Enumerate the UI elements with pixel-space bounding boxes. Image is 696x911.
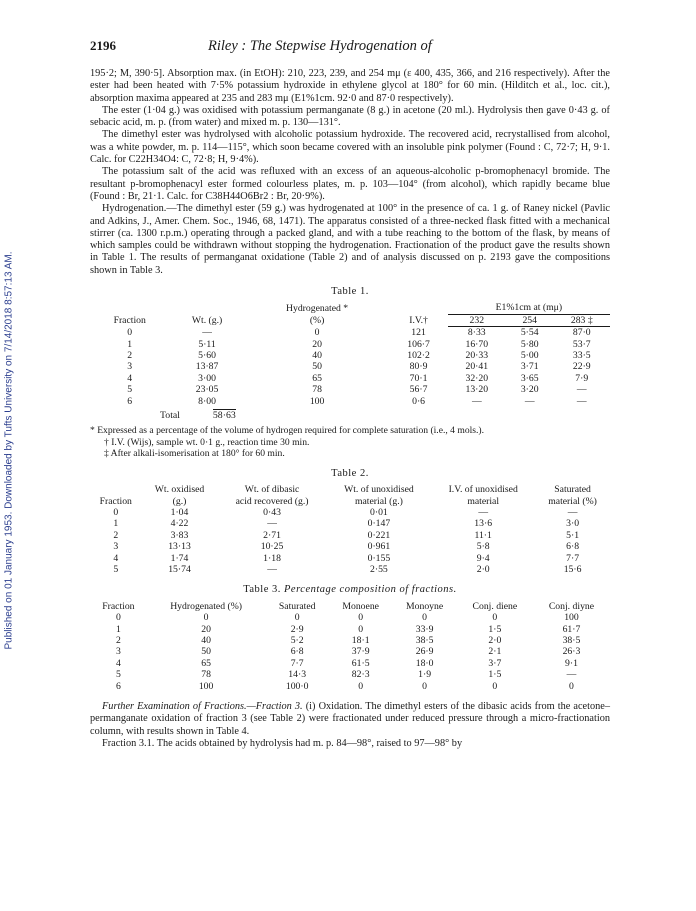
table-cell: 5·2 bbox=[290, 634, 304, 646]
total-value: 58·63 bbox=[212, 410, 236, 421]
table-cell: 5·00 bbox=[520, 349, 539, 361]
page-body bbox=[90, 40, 610, 750]
table-cell: 13·20 bbox=[465, 384, 489, 396]
table-cell: 1·04 bbox=[170, 507, 189, 519]
table-cell: 0·43 bbox=[263, 507, 281, 519]
table-cell: 1·18 bbox=[263, 552, 281, 564]
table-cell: 20 bbox=[201, 623, 211, 635]
table1-header: Fraction bbox=[113, 315, 146, 327]
table-row bbox=[90, 361, 610, 372]
table-cell: 7·9 bbox=[575, 372, 589, 384]
table-cell: 4·22 bbox=[170, 518, 189, 530]
table-cell: 1·5 bbox=[488, 669, 502, 681]
table-cell: 38·5 bbox=[562, 634, 581, 646]
table-cell: 50 bbox=[201, 646, 211, 658]
table2-header: (g.) bbox=[172, 495, 187, 507]
table2-header: material (g.) bbox=[354, 495, 403, 507]
table-cell: 8·33 bbox=[467, 327, 486, 339]
table-row bbox=[90, 327, 610, 339]
table-cell: 9·4 bbox=[476, 552, 490, 564]
table-cell: 3·20 bbox=[520, 384, 539, 396]
table-cell: 0·01 bbox=[370, 507, 388, 519]
table-cell: 10·25 bbox=[260, 541, 284, 553]
download-note: Published on 01 January 1953. Downloaded by Tufts University on 7/14/2018 8:57:13 AM. bbox=[3, 250, 15, 650]
table-cell: 0·221 bbox=[367, 529, 391, 541]
table3-caption-title: Percentage composition of fractions. bbox=[284, 584, 457, 596]
paragraph: Fraction 3.1. The acids obtained by hydrolysis had m. p. 84—98°, raised to 97—98° by bbox=[102, 737, 463, 749]
table-cell: 61·5 bbox=[351, 657, 370, 669]
table-cell: 2·55 bbox=[370, 564, 388, 576]
table2-header: Fraction bbox=[99, 495, 132, 507]
table-cell: 15·6 bbox=[563, 564, 582, 576]
table-cell: 2·9 bbox=[290, 623, 304, 635]
table1-note: ‡ After alkali-isomerisation at 180° for 60 min. bbox=[104, 447, 285, 459]
paragraph: 195·2; M, 390·5]. Absorption max. (in EtOH): 210, 223, 239, and 254 mμ (ε 400, 435, 366, and 216 respectively). After the ester had been heated with 7·5% potassium hydroxide in ethylene glycol at 180° for 60 min. (Hilditch et al., loc. cit.), absorption maxima appeared at 235 and 283 mμ (E1%1cm. 92·0 and 87·0 respectively). bbox=[90, 68, 610, 104]
table-row bbox=[90, 564, 610, 575]
table-cell: 26·3 bbox=[562, 646, 581, 658]
table-row bbox=[90, 350, 610, 361]
table-cell: 0·147 bbox=[367, 518, 391, 530]
table1 bbox=[90, 302, 610, 407]
table-cell: 3·65 bbox=[520, 372, 539, 384]
table-cell: 33·5 bbox=[572, 349, 591, 361]
table-cell: 78 bbox=[201, 669, 211, 681]
table-cell: 80·9 bbox=[409, 361, 428, 373]
table-cell: 0·155 bbox=[367, 552, 391, 564]
table-cell: 7·7 bbox=[290, 657, 304, 669]
table-cell: 2·0 bbox=[488, 634, 502, 646]
table-cell: 70·1 bbox=[409, 372, 428, 384]
table-row bbox=[90, 373, 610, 384]
table-cell: 26·9 bbox=[415, 646, 434, 658]
table-cell: 40 bbox=[201, 634, 211, 646]
table-cell: 5·54 bbox=[520, 327, 539, 339]
table-cell: — bbox=[576, 384, 587, 396]
table-cell: 78 bbox=[312, 384, 322, 396]
table-cell: 0 bbox=[113, 507, 119, 519]
table-cell: 22·9 bbox=[572, 361, 591, 373]
table-cell: 3 bbox=[115, 646, 121, 658]
table3-header: Saturated bbox=[278, 600, 316, 612]
paragraph bbox=[90, 701, 610, 738]
running-header bbox=[90, 40, 610, 62]
table2-header: Saturated bbox=[554, 484, 591, 496]
running-title: Riley : The Stepwise Hydrogenation of bbox=[208, 38, 432, 54]
table3-header: Conj. diyne bbox=[548, 600, 595, 612]
table-row bbox=[90, 635, 610, 646]
table-cell: — bbox=[566, 669, 577, 681]
paragraph: The ester (1·04 g.) was oxidised with potassium permanganate (8 g.) in acetone (20 ml.). Hydrolysis then gave 0·43 g. of sebacic acid, m. p. (from water) and mixed m. p. 130—131°. bbox=[90, 104, 610, 129]
table2-header: material (%) bbox=[548, 495, 597, 507]
table-cell: 1·9 bbox=[418, 669, 432, 681]
table-cell: 5·60 bbox=[198, 349, 216, 361]
paragraph: Hydrogenation.—The dimethyl ester (59 g.) was hydrogenated at 100° in the presence of ca. 1 g. of Raney nickel (Pavlic and Adkins, J., Amer. Chem. Soc., 1946, 68, 1471). The apparatus consisted of a three-necked flask fitted with a mechanical stirrer (ca. 1300 r.p.m.) operating through a packed gland, and with a tube reaching to the bottom of the flask, by means of which samples could be withdrawn without stopping the hydrogenation. Fractionation of the product gave the results shown in Table 1. The results of permanganat oxidatione (Table 2) and of analysis discussed on p. 2193 gave the compositions shown in Table 3. bbox=[90, 203, 610, 276]
table-cell: 20·33 bbox=[465, 349, 489, 361]
table2-header: I.V. of unoxidised bbox=[448, 484, 518, 496]
table-row bbox=[90, 646, 610, 657]
table-cell: 20·41 bbox=[465, 361, 489, 373]
table1-total bbox=[90, 410, 610, 422]
table-cell: 2 bbox=[127, 349, 133, 361]
table-cell: 100 bbox=[198, 680, 214, 692]
table-row bbox=[90, 669, 610, 680]
table-cell: 5 bbox=[113, 564, 119, 576]
table-cell: 4 bbox=[113, 552, 119, 564]
table-cell: 0 bbox=[127, 327, 133, 339]
table3 bbox=[90, 601, 610, 692]
table-cell: 106·7 bbox=[407, 338, 430, 350]
table1-notes bbox=[90, 425, 610, 459]
table-cell: 100 bbox=[564, 612, 579, 624]
table-cell: 0 bbox=[492, 612, 498, 624]
table-cell: — bbox=[524, 395, 535, 407]
table-cell: 18·1 bbox=[351, 634, 370, 646]
table-cell: 53·7 bbox=[572, 338, 591, 350]
table-cell: 0 bbox=[358, 612, 364, 624]
download-watermark bbox=[2, 120, 16, 780]
table-cell: 65 bbox=[201, 657, 211, 669]
table-cell: 0 bbox=[294, 612, 300, 624]
table-cell: 1 bbox=[113, 518, 119, 530]
table-cell: 13·6 bbox=[474, 518, 493, 530]
table1-note: † I.V. (Wijs), sample wt. 0·1 g., reaction time 30 min. bbox=[104, 436, 310, 448]
table1-header: I.V.† bbox=[409, 315, 428, 327]
table-cell: 5·8 bbox=[476, 541, 490, 553]
table-cell: 50 bbox=[312, 361, 322, 373]
table2 bbox=[90, 484, 610, 575]
table-cell: 18·0 bbox=[415, 657, 434, 669]
table-cell: 7·7 bbox=[566, 552, 580, 564]
table-cell: 2 bbox=[115, 634, 121, 646]
table1-header: 254 bbox=[506, 314, 554, 326]
table2-header: material bbox=[467, 495, 500, 507]
table-cell: 0 bbox=[358, 623, 364, 635]
table-cell: 3 bbox=[127, 361, 133, 373]
table3-header: Fraction bbox=[102, 600, 135, 612]
table-cell: 0 bbox=[314, 327, 320, 339]
table1-header: Hydrogenated * bbox=[286, 302, 349, 314]
table-cell: 0·6 bbox=[412, 395, 426, 407]
table-cell: 37·9 bbox=[351, 646, 370, 658]
table-cell: — bbox=[471, 395, 482, 407]
table2-header: Wt. of unoxidised bbox=[344, 484, 414, 496]
table-cell: 6 bbox=[127, 395, 133, 407]
table-cell: 100·0 bbox=[285, 680, 309, 692]
table-row bbox=[90, 339, 610, 350]
table1-note: * Expressed as a percentage of the volume of hydrogen required for complete saturation (i.e., 4 mols.). bbox=[90, 425, 485, 437]
table3-header: Monoene bbox=[342, 600, 379, 612]
table-cell: 3·71 bbox=[520, 361, 539, 373]
table-cell: 14·3 bbox=[288, 669, 307, 681]
total-label: Total bbox=[160, 410, 180, 421]
table-cell: — bbox=[576, 395, 587, 407]
table1-header: 283 ‡ bbox=[554, 314, 610, 326]
table-cell: 56·7 bbox=[409, 384, 428, 396]
table-cell: 16·70 bbox=[465, 338, 489, 350]
table-cell: 3·00 bbox=[198, 372, 216, 384]
paragraph-text: (i) Oxidation. The dimethyl esters of the dibasic acids from the acetone–permanganate oxidation of fraction 3 (see Table 2) were fractionated under reduced pressure through a micro-fractionation column, with results shown in Table 4. bbox=[90, 701, 610, 737]
table-cell: 2 bbox=[113, 529, 119, 541]
table-cell: 5·1 bbox=[566, 529, 580, 541]
table-cell: 38·5 bbox=[415, 634, 434, 646]
table-cell: 5·80 bbox=[520, 338, 539, 350]
table-row bbox=[90, 530, 610, 541]
table-cell: 0 bbox=[492, 680, 498, 692]
table3-header: Monoyne bbox=[406, 600, 444, 612]
table-cell: 3·0 bbox=[566, 518, 580, 530]
page-number: 2196 bbox=[90, 38, 116, 53]
table-cell: 0 bbox=[203, 612, 209, 624]
paragraph: The dimethyl ester was hydrolysed with alcoholic potassium hydroxide. The recovered acid, recrystallised from alcohol, was a white powder, m. p. 114—115°, which soon became covered with an insoluble pink polymer (Found : C, 72·7; H, 9·1. Calc. for C22H34O4: C, 72·8; H, 9·4%). bbox=[90, 129, 610, 166]
table1-header: (%) bbox=[309, 315, 325, 327]
table-cell: 3·7 bbox=[488, 657, 502, 669]
table-row bbox=[90, 384, 610, 395]
table-cell: 6 bbox=[115, 680, 121, 692]
table-cell: 102·2 bbox=[407, 349, 430, 361]
table-cell: — bbox=[267, 564, 277, 576]
table-cell: 100 bbox=[309, 395, 325, 407]
table-row bbox=[90, 541, 610, 552]
table-row bbox=[90, 553, 610, 564]
table1-header: Wt. (g.) bbox=[191, 315, 223, 327]
table-cell: 0 bbox=[569, 680, 574, 692]
table-cell: 65 bbox=[312, 372, 322, 384]
table-cell: 121 bbox=[411, 327, 426, 339]
table-cell: 0 bbox=[422, 680, 428, 692]
table-row bbox=[90, 396, 610, 407]
table3-caption-label: Table 3. bbox=[243, 584, 281, 596]
table-cell: 4 bbox=[115, 657, 121, 669]
table2-header: Wt. of dibasic bbox=[244, 484, 300, 496]
table-cell: 5·11 bbox=[198, 338, 216, 350]
table-cell: 82·3 bbox=[351, 669, 370, 681]
table-cell: 3·83 bbox=[170, 529, 189, 541]
table-cell: 1 bbox=[127, 338, 133, 350]
table-row bbox=[90, 658, 610, 669]
table-row bbox=[90, 612, 610, 623]
table-cell: 8·00 bbox=[198, 395, 216, 407]
paragraph: The potassium salt of the acid was refluxed with an excess of an aqueous-alcoholic p-bromophenacyl bromide. The resultant p-bromophenacyl ester formed colourless plates, m. p. 103—104° (from alcohol), which rapidly became blue (Found : Br, 21·1. Calc. for C38H44O6Br2 : Br, 20·9%). bbox=[90, 166, 610, 202]
table-cell: 11·1 bbox=[474, 529, 492, 541]
table-cell: 5 bbox=[127, 384, 133, 396]
table-cell: — bbox=[478, 507, 489, 519]
table-cell: 87·0 bbox=[572, 327, 591, 339]
table-row bbox=[90, 681, 610, 692]
table-cell: 6·8 bbox=[566, 541, 580, 553]
table-cell: 2·1 bbox=[488, 646, 502, 658]
table-cell: 1 bbox=[115, 623, 121, 635]
table-cell: 0 bbox=[115, 612, 121, 624]
table-row bbox=[90, 507, 610, 518]
table-cell: 23·05 bbox=[195, 384, 219, 396]
table-cell: 3 bbox=[113, 541, 119, 553]
table-cell: 20 bbox=[312, 338, 322, 350]
table-cell: 1·74 bbox=[170, 552, 189, 564]
table-cell: 13·87 bbox=[195, 361, 219, 373]
table-cell: 0·961 bbox=[367, 541, 391, 553]
table-cell: 15·74 bbox=[168, 564, 191, 576]
table-cell: 6·8 bbox=[290, 646, 304, 658]
table-cell: 33·9 bbox=[415, 623, 434, 635]
table-cell: 0 bbox=[422, 612, 428, 624]
table-cell: 13·13 bbox=[168, 541, 191, 553]
table-cell: 2·0 bbox=[476, 564, 490, 576]
table2-header: Wt. oxidised bbox=[154, 484, 205, 496]
table-cell: 9·1 bbox=[565, 657, 578, 669]
table-cell: 0 bbox=[358, 680, 364, 692]
table3-caption bbox=[90, 584, 610, 596]
table-cell: 32·20 bbox=[465, 372, 489, 384]
table3-header: Hydrogenated (%) bbox=[170, 600, 243, 612]
table2-header: acid recovered (g.) bbox=[235, 495, 309, 507]
table-cell: 2·71 bbox=[263, 529, 281, 541]
table-cell: 40 bbox=[312, 349, 322, 361]
table1-header: E1%1cm at (mμ) bbox=[448, 302, 610, 314]
table-cell: 1·5 bbox=[488, 623, 502, 635]
table-cell: — bbox=[267, 518, 277, 530]
table-cell: — bbox=[202, 327, 212, 339]
table1-header: 232 bbox=[448, 314, 506, 326]
table3-header: Conj. diene bbox=[472, 600, 518, 612]
table-cell: 5 bbox=[115, 669, 121, 681]
table-cell: 4 bbox=[127, 372, 133, 384]
table-cell: 61·7 bbox=[562, 623, 581, 635]
table-row bbox=[90, 518, 610, 529]
table1-caption: Table 1. bbox=[331, 286, 369, 298]
table-cell: — bbox=[567, 507, 578, 519]
table2-caption: Table 2. bbox=[331, 467, 369, 479]
section-heading: Further Examination of Fractions.—Fraction 3. bbox=[102, 701, 303, 712]
table-row bbox=[90, 624, 610, 635]
